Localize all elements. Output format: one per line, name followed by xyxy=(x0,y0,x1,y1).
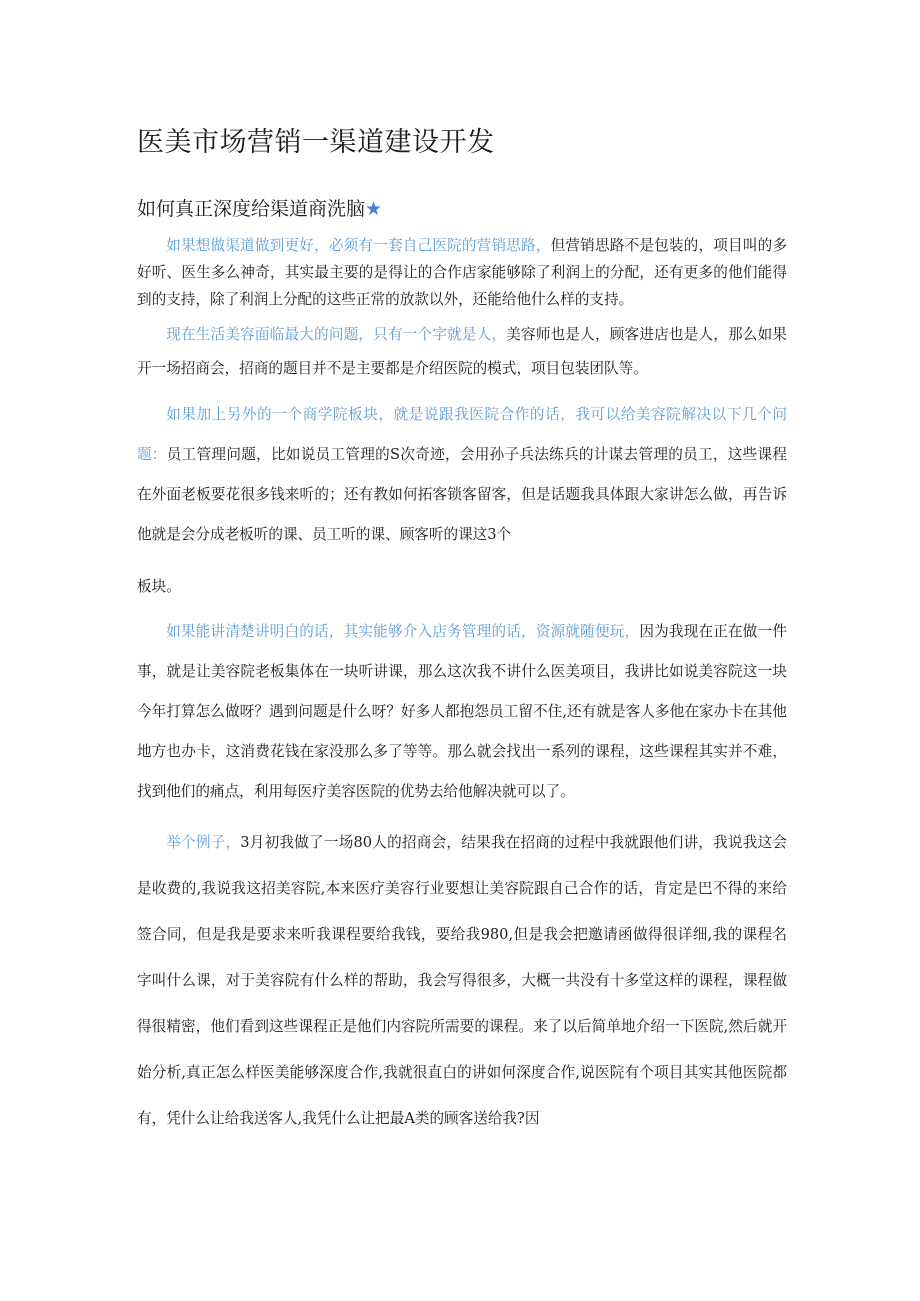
body-text: 美容师也是人，顾客进店也是人，那么如果开一场招商会，招商的题目并不是主要都是介绍医院的模式，项目包装团队等。 xyxy=(137,326,787,377)
highlighted-text: 现在生活美容面临最大的问题，只有一个字就是人， xyxy=(166,326,507,343)
paragraph xyxy=(137,820,787,1142)
paragraph xyxy=(137,318,787,386)
paragraph xyxy=(137,232,787,313)
section-heading-text: 如何真正深度给渠道商洗脑 xyxy=(137,198,366,220)
highlighted-text: 如果能讲清楚讲明白的话，其实能够介入店务管理的话，资源就随便玩， xyxy=(166,623,640,640)
star-icon: ★ xyxy=(365,198,383,220)
paragraph xyxy=(137,612,787,812)
body-text: 板块。 xyxy=(137,578,181,595)
section-heading xyxy=(137,194,382,221)
paragraph-continuation xyxy=(137,575,787,599)
highlighted-text: 如果想做渠道做到更好，必须有一套自己医院的营销思路， xyxy=(166,237,551,254)
highlighted-text: 如果加上另外的一个商学院板块，就是说跟我医院合作的话，我可以给美容院解决以下几个问题： xyxy=(137,406,787,463)
document-title: 医美市场营销一渠道建设开发 xyxy=(137,127,495,158)
body-text: 因为我现在正在做一件事，就是让美容院老板集体在一块听讲课，那么这次我不讲什么医美项目，我讲比如说美容院这一块今年打算怎么做呀？遇到问题是什么呀？好多人都抱怨员工留不住,还有就是客人多他在家办卡在其他地方也办卡，这消费花钱在家没那么多了等等。那么就会找出一系列的课程，这些课程其实并不难，找到他们的痛点，利用每医疗美容医院的优势去给他解决就可以了。 xyxy=(137,623,787,800)
body-text: 员工管理问题，比如说员工管理的S次奇迹，会用孙子兵法练兵的计谋去管理的员工，这些课程在外面老板要花很多钱来听的；还有教如何拓客锁客留客，但是话题我具体跟大家讲怎么做，再告诉他就是会分成老板听的课、员工听的课、顾客听的课这3个 xyxy=(137,446,787,543)
body-text: 但营销思路不是包装的，项目叫的多好听、医生多么神奇，其实最主要的是得让的合作店家能够除了利润上的分配，还有更多的他们能得到的支持，除了利润上分配的这些正常的放款以外，还能给他什么样的支持。 xyxy=(137,237,787,308)
paragraph xyxy=(137,395,787,555)
highlighted-text: 举个例子， xyxy=(166,834,241,851)
body-text: 3月初我做了一场80人的招商会，结果我在招商的过程中我就跟他们讲，我说我这会是收费的,我说我这招美容院,本来医疗美容行业要想让美容院跟自己合作的话，肯定是巴不得的来给签合同，但是我是要求来听我课程要给我钱，要给我980,但是我会把邀请函做得很详细,我的课程名字叫什么课，对于美容院有什么样的帮助，我会写得很多，大概一共没有十多堂这样的课程，课程做得很精密，他们看到这些课程正是他们内容院所需要的课程。来了以后简单地介绍一下医院,然后就开始分析,真正怎么样医美能够深度合作,我就很直白的讲如何深度合作,说医院有个项目其实其他医院都有，凭什么让给我送客人,我凭什么让把最A类的顾客送给我?因 xyxy=(137,834,787,1127)
